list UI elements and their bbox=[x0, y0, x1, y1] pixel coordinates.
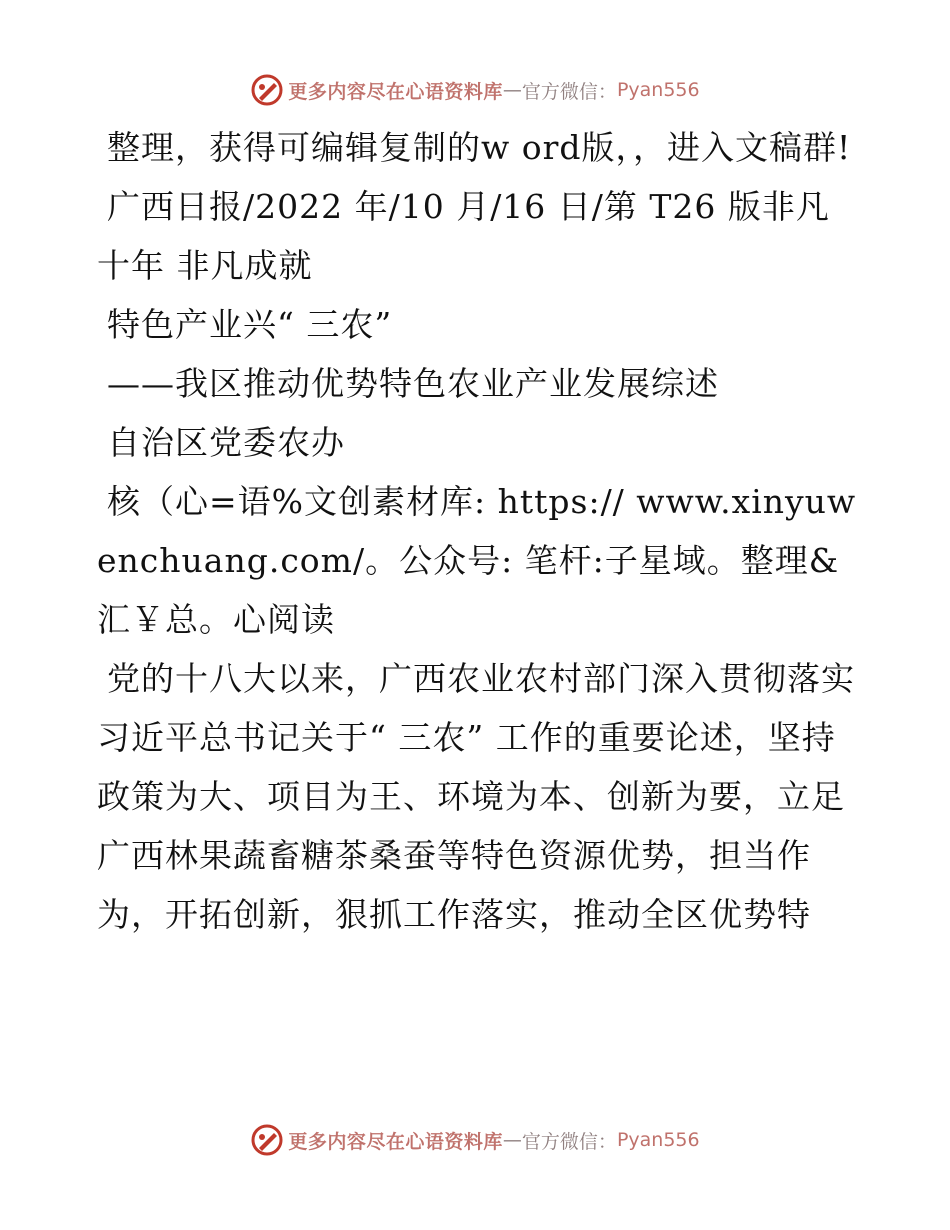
header-banner bbox=[0, 70, 950, 110]
intro-paragraph: 整理，获得可编辑复制的w ord版，，进入文稿群! bbox=[107, 128, 852, 167]
body-paragraph: 党的十八大以来，广西农业农村部门深入贯彻落实习近平总书记关于“ 三农” 工作的重要论述，坚持政策为大、项目为王、环境为本、创新为要，立足广西林果蔬畜糖茶桑蚕等特色资源优势，担当作为，开拓创新，狠抓工作落实，推动全区优势特 bbox=[97, 659, 855, 934]
brand-logo-icon bbox=[250, 73, 284, 107]
banner-main-text: 更多内容尽在心语资料库 bbox=[288, 1130, 503, 1153]
footer-banner bbox=[0, 1120, 950, 1160]
source-notice: 核（心=语%文创素材库: https:// www.xinyuwenchuang.com/。公众号: 笔杆:子星域。整理&汇￥总。心阅读 bbox=[97, 482, 857, 639]
banner-main-text: 更多内容尽在心语资料库 bbox=[288, 80, 503, 103]
banner-separator: — bbox=[502, 79, 522, 101]
banner-wechat-id: Pyan556 bbox=[616, 1129, 700, 1151]
source-line: 广西日报/2022 年/10 月/16 日/第 T26 版非凡十年 非凡成就 bbox=[97, 187, 830, 285]
article-title: 特色产业兴“ 三农” bbox=[107, 305, 393, 344]
brand-logo-icon bbox=[250, 1123, 284, 1157]
document-body bbox=[97, 118, 857, 944]
article-subtitle: ——我区推动优势特色农业产业发展综述 bbox=[107, 364, 719, 403]
banner-wechat-label: 官方微信： bbox=[521, 1130, 617, 1153]
banner-wechat-id: Pyan556 bbox=[616, 79, 700, 101]
banner-wechat-label: 官方微信： bbox=[521, 80, 617, 103]
banner-separator: — bbox=[502, 1129, 522, 1151]
article-author: 自治区党委农办 bbox=[107, 423, 345, 462]
